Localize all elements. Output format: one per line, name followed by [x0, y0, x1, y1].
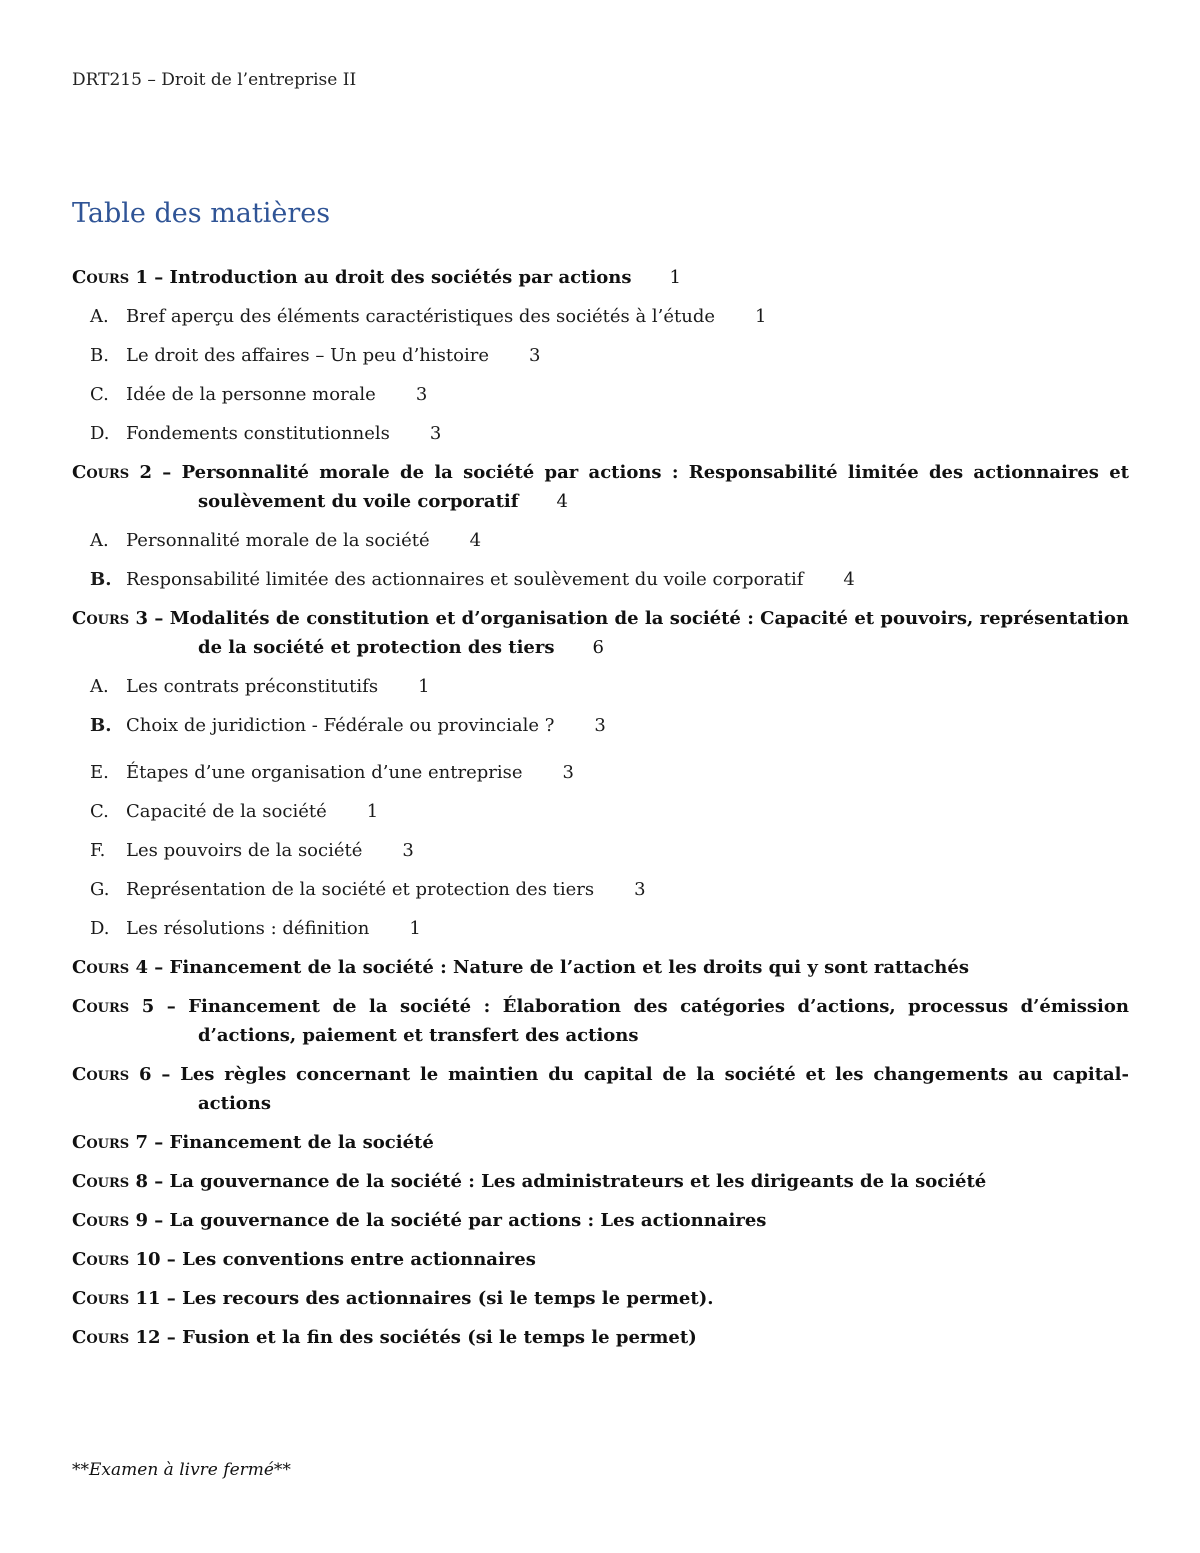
course-title: Les conventions entre actionnaires	[182, 1249, 536, 1270]
course-number: 5	[141, 996, 155, 1017]
toc-section-item[interactable]	[90, 797, 1129, 826]
course-title: Financement de la société	[169, 1132, 434, 1153]
toc-section-item[interactable]	[90, 380, 1129, 409]
page-number: 4	[843, 569, 855, 590]
page-number: 4	[556, 491, 568, 512]
section-letter: B.	[90, 569, 112, 590]
toc-course-5[interactable]	[72, 992, 1129, 1050]
page-number: 3	[415, 384, 428, 405]
toc-section-item[interactable]	[90, 914, 1129, 943]
toc-course-10[interactable]	[72, 1245, 1129, 1274]
section-title: Fondements constitutionnels	[126, 423, 390, 444]
course-separator: –	[152, 462, 182, 483]
course-number: 2	[139, 462, 152, 483]
toc-course-7[interactable]	[72, 1128, 1129, 1157]
section-title: Le droit des affaires – Un peu d’histoire	[126, 345, 489, 366]
toc-section-item[interactable]	[90, 419, 1129, 448]
page-number: 3	[562, 762, 574, 783]
course-title: Financement de la société : Élaboration des catégories d’actions, processus d’émission d’actions, paiement et transfert des actions	[188, 996, 1129, 1046]
course-title: Financement de la société : Nature de l’action et les droits qui y sont rattachés	[169, 957, 969, 978]
course-prefix: Cours	[72, 1210, 130, 1231]
page-number: 4	[469, 530, 482, 551]
course-title: Modalités de constitution et d’organisation de la société : Capacité et pouvoirs, représentation de la société et protection des tiers	[169, 608, 1129, 658]
toc-course-1[interactable]	[72, 263, 1129, 292]
section-letter: D.	[90, 918, 110, 939]
section-title: Responsabilité limitée des actionnaires et soulèvement du voile corporatif	[126, 569, 804, 590]
toc-section-item[interactable]	[90, 875, 1129, 904]
page-number: 3	[402, 840, 414, 861]
course-number: 4	[135, 957, 148, 978]
toc-course-12[interactable]	[72, 1323, 1129, 1352]
toc-course-6[interactable]	[72, 1060, 1129, 1118]
toc-course-11[interactable]	[72, 1284, 1129, 1313]
section-letter: C.	[90, 801, 109, 822]
toc-course-9[interactable]	[72, 1206, 1129, 1235]
course-title: Les recours des actionnaires (si le temps le permet).	[182, 1288, 714, 1309]
course-title: Personnalité morale de la société par actions : Responsabilité limitée des actionnaires et soulèvement du voile corporatif	[181, 462, 1129, 512]
course-prefix: Cours	[72, 1064, 130, 1085]
toc-course-3[interactable]	[72, 604, 1129, 662]
course-number: 12	[135, 1327, 161, 1348]
course-separator: –	[148, 1132, 170, 1153]
course-number: 7	[135, 1132, 148, 1153]
toc-title: Table des matières	[72, 198, 331, 230]
course-number: 1	[135, 267, 148, 288]
course-number: 9	[135, 1210, 148, 1231]
course-prefix: Cours	[72, 267, 130, 288]
course-title: Les règles concernant le maintien du capital de la société et les changements au capital-actions	[180, 1064, 1129, 1114]
course-separator: –	[148, 1171, 170, 1192]
section-letter: D.	[90, 423, 110, 444]
section-title: Les contrats préconstitutifs	[126, 676, 379, 697]
page-number: 6	[592, 637, 604, 658]
toc-course-8[interactable]	[72, 1167, 1129, 1196]
course-prefix: Cours	[72, 462, 130, 483]
page-number: 3	[634, 879, 646, 900]
page-number: 1	[669, 267, 681, 288]
section-title: Étapes d’une organisation d’une entreprise	[126, 762, 523, 783]
exam-note: **Examen à livre fermé**	[72, 1460, 291, 1480]
course-separator: –	[151, 1064, 181, 1085]
page-header: DRT215 – Droit de l’entreprise II	[72, 70, 357, 90]
section-title: Capacité de la société	[126, 801, 327, 822]
course-separator: –	[160, 1249, 183, 1270]
section-title: Bref aperçu des éléments caractéristiques des sociétés à l’étude	[126, 306, 716, 327]
course-title: Fusion et la fin des sociétés (si le temps le permet)	[182, 1327, 697, 1348]
course-separator: –	[148, 267, 170, 288]
section-letter: B.	[90, 715, 112, 736]
toc-section-item[interactable]	[90, 758, 1129, 787]
course-separator: –	[160, 1327, 183, 1348]
section-title: Représentation de la société et protection des tiers	[126, 879, 595, 900]
section-letter: A.	[90, 306, 109, 327]
course-number: 3	[135, 608, 149, 629]
course-separator: –	[148, 1210, 170, 1231]
page-number: 3	[429, 423, 442, 444]
section-letter: C.	[90, 384, 109, 405]
section-title: Idée de la personne morale	[126, 384, 376, 405]
section-letter: A.	[90, 676, 109, 697]
page-number: 1	[409, 918, 421, 939]
section-letter: G.	[90, 879, 110, 900]
course-prefix: Cours	[72, 1249, 130, 1270]
section-title: Choix de juridiction - Fédérale ou provinciale ?	[126, 715, 555, 736]
course-prefix: Cours	[72, 1327, 130, 1348]
toc-section-item[interactable]	[90, 565, 1129, 594]
toc-section-item[interactable]	[90, 836, 1129, 865]
toc-course-2[interactable]	[72, 458, 1129, 516]
course-prefix: Cours	[72, 1288, 130, 1309]
toc-section-item[interactable]	[90, 341, 1129, 370]
section-letter: A.	[90, 530, 109, 551]
course-separator: –	[148, 957, 170, 978]
course-prefix: Cours	[72, 957, 130, 978]
page-number: 1	[418, 676, 430, 697]
course-separator: –	[154, 996, 189, 1017]
toc-section-item[interactable]	[90, 302, 1129, 331]
section-title: Les pouvoirs de la société	[126, 840, 363, 861]
toc-section-item[interactable]	[90, 672, 1129, 701]
toc-course-4[interactable]	[72, 953, 1129, 982]
course-prefix: Cours	[72, 1132, 130, 1153]
course-title: La gouvernance de la société par actions : Les actionnaires	[169, 1210, 767, 1231]
course-number: 11	[135, 1288, 161, 1309]
section-title: Les résolutions : définition	[126, 918, 370, 939]
section-title: Personnalité morale de la société	[126, 530, 430, 551]
page-number: 3	[528, 345, 541, 366]
course-prefix: Cours	[72, 1171, 130, 1192]
course-separator: –	[160, 1288, 183, 1309]
page-number: 1	[755, 306, 767, 327]
section-letter: F.	[90, 840, 106, 861]
course-separator: –	[148, 608, 170, 629]
course-number: 8	[135, 1171, 148, 1192]
page-number: 1	[366, 801, 379, 822]
section-letter: E.	[90, 762, 109, 783]
course-prefix: Cours	[72, 996, 130, 1017]
course-prefix: Cours	[72, 608, 130, 629]
toc-section-item[interactable]	[90, 526, 1129, 555]
section-letter: B.	[90, 345, 109, 366]
course-number: 10	[135, 1249, 161, 1270]
course-title: La gouvernance de la société : Les administrateurs et les dirigeants de la société	[169, 1171, 987, 1192]
toc-section-item[interactable]	[90, 711, 1129, 740]
page-number: 3	[594, 715, 606, 736]
course-title: Introduction au droit des sociétés par actions	[169, 267, 632, 288]
course-number: 6	[139, 1064, 152, 1085]
table-of-contents	[72, 263, 1129, 1362]
